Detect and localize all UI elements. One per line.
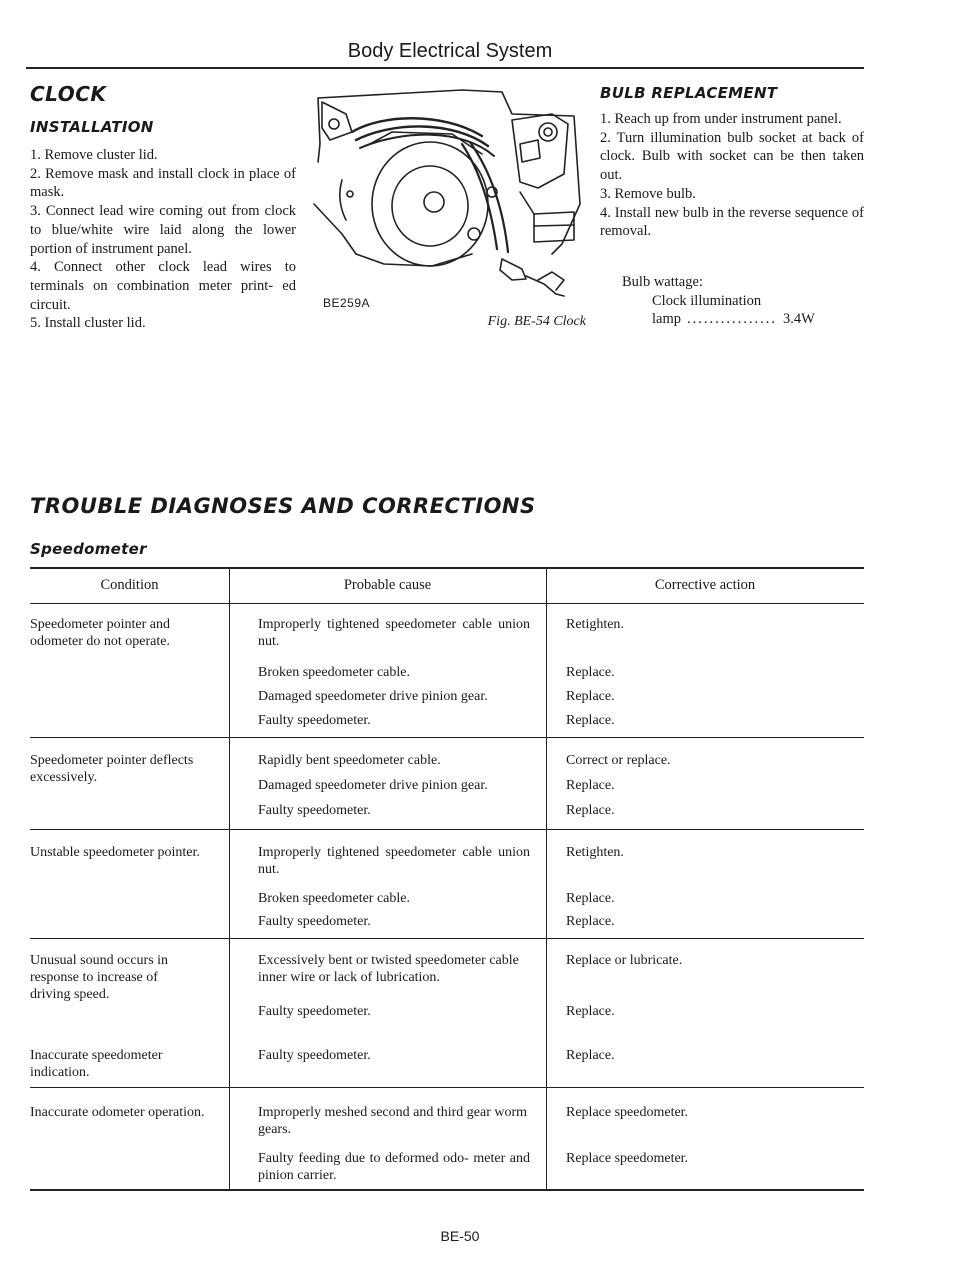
row2-action-3: Replace. xyxy=(566,803,615,818)
row5-condition: Inaccurate speedometer indication. xyxy=(30,1048,163,1080)
spec-label: Bulb wattage: xyxy=(622,274,703,290)
table-col-divider-1 xyxy=(229,568,230,1189)
bulb-step-2: 2. Turn illumination bulb socket at back of clock. Bulb with socket can be then taken out. xyxy=(600,129,864,184)
spec-lamp-label: lamp xyxy=(652,311,681,327)
row1-action-3: Replace. xyxy=(566,689,615,704)
header-condition: Condition xyxy=(100,577,159,593)
row2-action-2: Replace. xyxy=(566,778,615,793)
spec-lamp-row xyxy=(622,310,866,329)
row1-cause-1: Improperly tightened speedometer cable union nut. xyxy=(258,617,530,649)
row5-action-1: Replace. xyxy=(566,1048,615,1063)
row1-cause-3: Damaged speedometer drive pinion gear. xyxy=(258,689,488,704)
row2-cause-1: Rapidly bent speedometer cable. xyxy=(258,753,441,768)
clock-heading: CLOCK xyxy=(30,82,107,106)
row4-action-2: Replace. xyxy=(566,1004,615,1019)
row3-action-2: Replace. xyxy=(566,891,615,906)
row5-rule xyxy=(30,1087,864,1088)
row6-cause-2: Faulty feeding due to deformed odo- meter and pinion carrier. xyxy=(258,1151,530,1183)
row4-condition: Unusual sound occurs in response to increase of driving speed. xyxy=(30,953,169,1002)
row2-cause-2: Damaged speedometer drive pinion gear. xyxy=(258,778,488,793)
trouble-heading: TROUBLE DIAGNOSES AND CORRECTIONS xyxy=(30,494,536,518)
row3-condition: Unstable speedometer pointer. xyxy=(30,845,200,860)
installation-step-5: 5. Install cluster lid. xyxy=(30,315,146,332)
row1-action-4: Replace. xyxy=(566,713,615,728)
header-action: Corrective action xyxy=(654,577,756,593)
row1-action-2: Replace. xyxy=(566,665,615,680)
row4-action-1: Replace or lubricate. xyxy=(566,953,683,968)
installation-step-1: 1. Remove cluster lid. xyxy=(30,147,158,163)
row3-rule xyxy=(30,938,864,939)
bulb-step-3: 3. Remove bulb. xyxy=(600,185,696,202)
bulb-step-1: 1. Reach up from under instrument panel. xyxy=(600,111,842,127)
row4-cause-2: Faulty speedometer. xyxy=(258,1004,371,1019)
table-bottom-rule xyxy=(30,1189,864,1191)
row2-condition: Speedometer pointer deflects excessively. xyxy=(30,753,194,785)
row2-action-1: Correct or replace. xyxy=(566,753,671,768)
bulb-wattage-spec xyxy=(622,273,866,329)
header-cause: Probable cause xyxy=(343,577,432,593)
spec-value: 3.4W xyxy=(783,311,815,327)
row2-rule xyxy=(30,829,864,830)
row3-cause-1: Improperly tightened speedometer cable union nut. xyxy=(258,845,530,877)
row1-cause-2: Broken speedometer cable. xyxy=(258,665,410,680)
row6-action-2: Replace speedometer. xyxy=(566,1151,689,1166)
row1-action-1: Retighten. xyxy=(566,617,624,632)
row5-cause-1: Faulty speedometer. xyxy=(258,1048,371,1063)
spec-item: Clock illumination xyxy=(652,292,762,309)
bulb-step-4: 4. Install new bulb in the reverse sequence of removal. xyxy=(600,204,864,240)
row3-cause-2: Broken speedometer cable. xyxy=(258,891,410,906)
row3-cause-3: Faulty speedometer. xyxy=(258,914,371,929)
row1-cause-4: Faulty speedometer. xyxy=(258,713,371,728)
table-top-rule xyxy=(30,567,864,569)
page-number: BE-50 xyxy=(440,1228,480,1244)
bulb-replacement-heading: BULB REPLACEMENT xyxy=(600,84,778,102)
figure-code: BE259A xyxy=(323,296,371,310)
row3-action-3: Replace. xyxy=(566,914,615,929)
installation-steps xyxy=(30,146,296,333)
table-header-rule xyxy=(30,603,864,604)
installation-step-2: 2. Remove mask and install clock in place of mask. xyxy=(30,165,296,201)
row1-condition: Speedometer pointer and odometer do not operate. xyxy=(30,617,170,649)
header-rule xyxy=(26,67,864,69)
figure-caption: Fig. BE-54 Clock xyxy=(487,314,586,329)
row4-cause-1: Excessively bent or twisted speedometer cable inner wire or lack of lubrication. xyxy=(258,953,519,985)
row6-action-1: Replace speedometer. xyxy=(566,1105,689,1120)
page-header-title: Body Electrical System xyxy=(347,40,553,62)
spec-dots: ................ xyxy=(687,311,777,327)
clock-installation-figure xyxy=(312,84,588,302)
installation-step-4: 4. Connect other clock lead wires to terminals on combination meter print- ed circuit. xyxy=(30,259,296,313)
speedometer-subheading: Speedometer xyxy=(30,540,147,558)
installation-step-3: 3. Connect lead wire coming out from clock to blue/white wire laid along the lower portion of instrument panel. xyxy=(30,203,296,257)
bulb-steps xyxy=(600,110,864,241)
installation-heading: INSTALLATION xyxy=(30,118,154,136)
row2-cause-3: Faulty speedometer. xyxy=(258,803,371,818)
row6-cause-1: Improperly meshed second and third gear worm gears. xyxy=(258,1105,528,1137)
row1-rule xyxy=(30,737,864,738)
row3-action-1: Retighten. xyxy=(566,845,624,860)
row6-condition: Inaccurate odometer operation. xyxy=(30,1105,205,1120)
table-col-divider-2 xyxy=(546,568,547,1189)
